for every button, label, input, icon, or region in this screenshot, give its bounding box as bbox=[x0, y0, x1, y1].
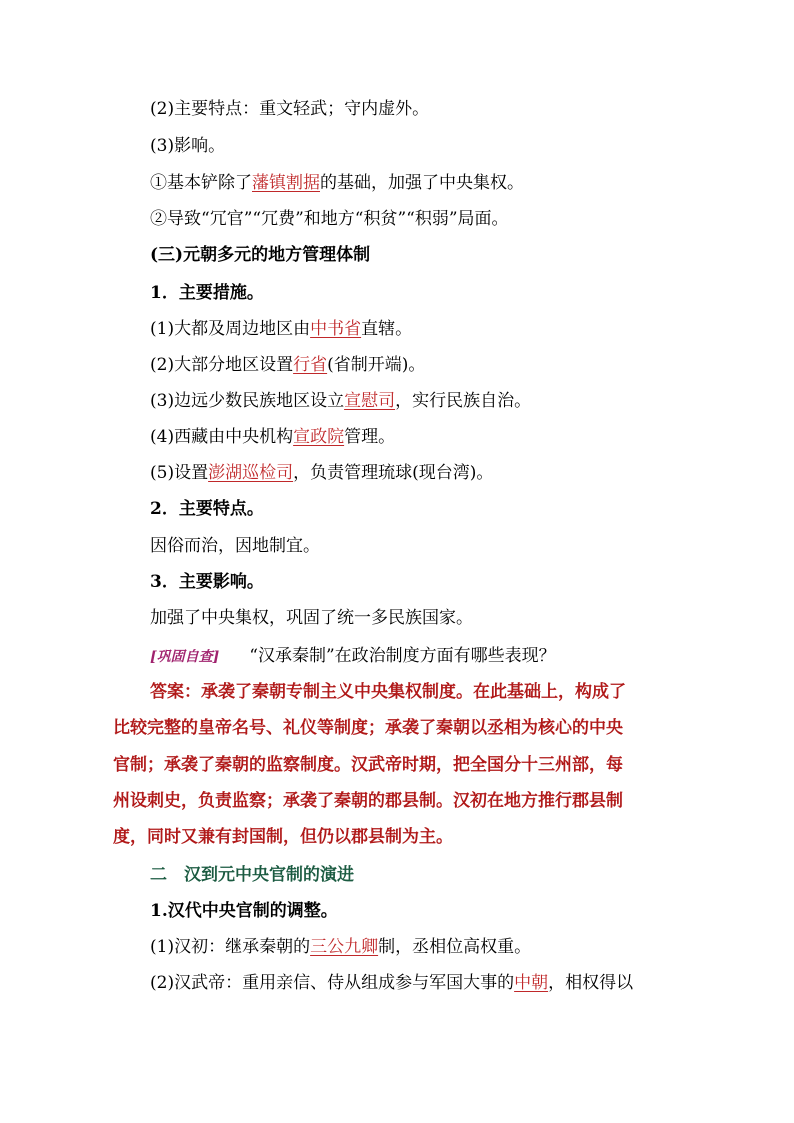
fill-in-answer: 中书省 bbox=[310, 319, 362, 339]
text-line bbox=[150, 936, 531, 958]
text-line bbox=[150, 172, 524, 194]
text-line bbox=[150, 462, 493, 484]
text-segment: 制，丞相位高权重。 bbox=[378, 937, 532, 957]
fill-in-answer: 宣慰司 bbox=[344, 391, 396, 411]
text-segment: (1)大都及周边地区由 bbox=[150, 319, 311, 339]
text-segment: (4)西藏由中央机构 bbox=[150, 427, 294, 447]
text-line: 加强了中央集权，巩固了统一多民族国家。 bbox=[150, 608, 473, 628]
text-segment: (3)边远少数民族地区设立 bbox=[150, 391, 345, 411]
text-line bbox=[150, 972, 633, 994]
answer-line: 州设刺史，负责监察；承袭了秦朝的郡县制。汉初在地方推行郡县制 bbox=[113, 791, 623, 811]
fill-in-answer: 澎湖巡检司 bbox=[208, 463, 294, 483]
answer-line: 度，同时又兼有封国制，但仍以郡县制为主。 bbox=[113, 827, 453, 847]
section-heading: 二 汉到元中央官制的演进 bbox=[150, 865, 354, 885]
text-line: 因俗而治，因地制宜。 bbox=[150, 536, 320, 556]
fill-in-answer: 中朝 bbox=[514, 973, 549, 993]
text-segment: (1)汉初：继承秦朝的 bbox=[150, 937, 311, 957]
text-line: ②导致“冗官”“冗费”和地方“积贫”“积弱”局面。 bbox=[150, 209, 509, 229]
fill-in-answer: 行省 bbox=[293, 355, 328, 375]
text-line: (3)影响。 bbox=[150, 136, 226, 156]
text-segment: (2)汉武帝：重用亲信、侍从组成参与军国大事的 bbox=[150, 973, 515, 993]
fill-in-answer: 藩镇割据 bbox=[252, 173, 320, 193]
question-text: “汉承秦制”在政治制度方面有哪些表现？ bbox=[249, 646, 556, 666]
text-line: (2)主要特点：重文轻武；守内虚外。 bbox=[150, 99, 430, 119]
item-heading: 1．主要措施。 bbox=[150, 283, 264, 303]
subsection-heading: (三)元朝多元的地方管理体制 bbox=[150, 245, 371, 265]
text-segment: ，相权得以 bbox=[548, 973, 634, 993]
text-segment: 管理。 bbox=[344, 427, 396, 447]
text-segment: (2)大部分地区设置 bbox=[150, 355, 294, 375]
text-segment: ，实行民族自治。 bbox=[395, 391, 532, 411]
text-line bbox=[150, 318, 412, 340]
text-segment: 的基础，加强了中央集权。 bbox=[320, 173, 524, 193]
answer-line: 比较完整的皇帝名号、礼仪等制度；承袭了秦朝以丞相为核心的中央 bbox=[113, 718, 623, 738]
text-segment: ，负责管理琉球(现台湾)。 bbox=[293, 463, 494, 483]
answer-line: 官制；承袭了秦朝的监察制度。汉武帝时期，把全国分十三州部，每 bbox=[113, 755, 623, 775]
item-heading: 1.汉代中央官制的调整。 bbox=[150, 901, 338, 921]
item-heading: 3．主要影响。 bbox=[150, 572, 264, 592]
answer-label: 答案： bbox=[150, 682, 201, 702]
answer-text: 承袭了秦朝专制主义中央集权制度。在此基础上，构成了 bbox=[201, 682, 626, 702]
text-segment: (省制开端)。 bbox=[327, 355, 426, 375]
text-line bbox=[150, 426, 395, 448]
text-line bbox=[150, 390, 531, 412]
review-tag: [巩固自查] bbox=[150, 649, 220, 665]
text-segment: ①基本铲除了 bbox=[150, 173, 252, 193]
item-heading: 2．主要特点。 bbox=[150, 499, 264, 519]
fill-in-answer: 宣政院 bbox=[293, 427, 345, 447]
text-segment: 直辖。 bbox=[361, 319, 413, 339]
text-line bbox=[150, 354, 425, 376]
fill-in-answer: 三公九卿 bbox=[310, 937, 379, 957]
answer-line bbox=[150, 681, 626, 703]
text-segment: (5)设置 bbox=[150, 463, 209, 483]
review-question bbox=[150, 645, 556, 668]
